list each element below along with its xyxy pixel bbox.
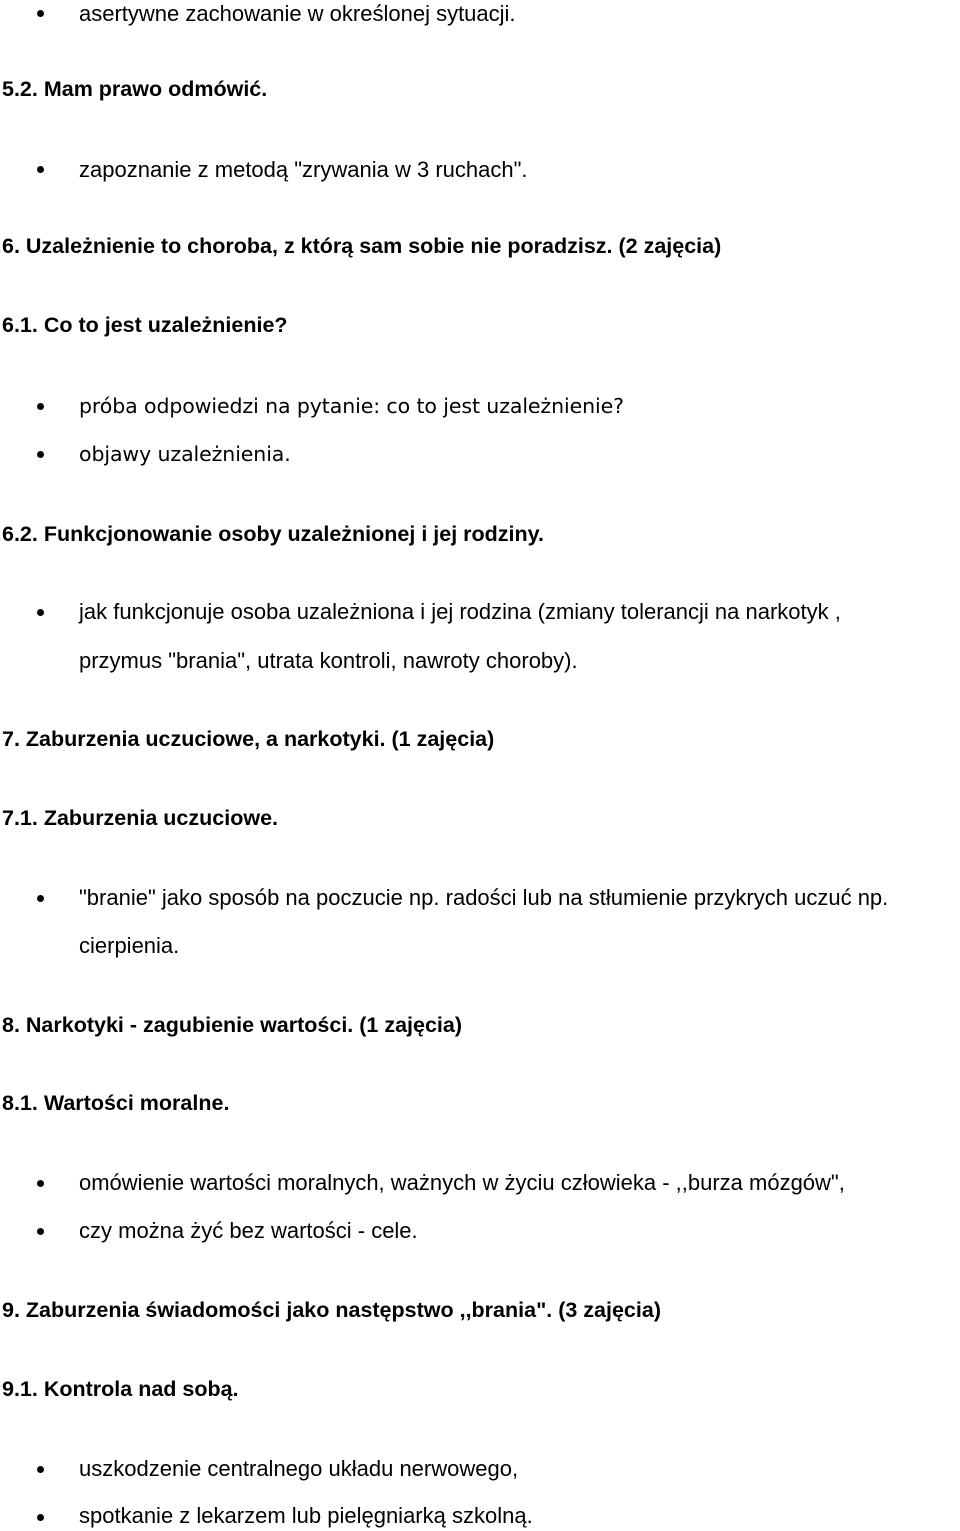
bullet-icon (37, 451, 44, 458)
bullet-icon (37, 1228, 44, 1235)
bullet-item: "branie" jako sposób na poczucie np. radości lub na stłumienie przykrych uczuć np. (79, 885, 889, 910)
section-heading: 7. Zaburzenia uczuciowe, a narkotyki. (1 zajęcia) (2, 727, 495, 751)
subsection-heading: 9.1. Kontrola nad sobą. (2, 1377, 239, 1401)
bullet-icon (37, 10, 44, 17)
bullet-continuation: cierpienia. (79, 933, 180, 958)
subsection-heading: 8.1. Wartości moralne. (2, 1091, 230, 1115)
bullet-icon (37, 1466, 44, 1473)
bullet-item: spotkanie z lekarzem lub pielęgniarką szkolną. (79, 1503, 533, 1528)
subsection-heading: 6.2. Funkcjonowanie osoby uzależnionej i jej rodziny. (2, 522, 544, 546)
bullet-continuation: przymus "brania", utrata kontroli, nawroty choroby). (79, 648, 578, 673)
bullet-icon (37, 1180, 44, 1187)
bullet-item: próba odpowiedzi na pytanie: co to jest uzależnienie? (79, 394, 624, 418)
bullet-icon (37, 166, 44, 173)
bullet-item: omówienie wartości moralnych, ważnych w życiu człowieka - ,,burza mózgów", (79, 1170, 845, 1195)
subsection-heading: 6.1. Co to jest uzależnienie? (2, 313, 288, 337)
bullet-item: jak funkcjonuje osoba uzależniona i jej rodzina (zmiany tolerancji na narkotyk , (79, 599, 841, 624)
bullet-item: objawy uzależnienia. (79, 442, 291, 466)
section-heading: 8. Narkotyki - zagubienie wartości. (1 zajęcia) (2, 1013, 463, 1037)
subsection-heading: 7.1. Zaburzenia uczuciowe. (2, 806, 278, 830)
bullet-icon (37, 609, 44, 616)
bullet-item: zapoznanie z metodą "zrywania w 3 ruchach". (79, 157, 528, 182)
section-heading: 5.2. Mam prawo odmówić. (2, 77, 268, 101)
bullet-icon (37, 1514, 44, 1521)
bullet-icon (37, 403, 44, 410)
bullet-item: uszkodzenie centralnego układu nerwowego, (79, 1456, 519, 1481)
bullet-item: czy można żyć bez wartości - cele. (79, 1218, 418, 1243)
section-heading: 6. Uzależnienie to choroba, z którą sam sobie nie poradzisz. (2 zajęcia) (2, 234, 722, 258)
bullet-item: asertywne zachowanie w określonej sytuacji. (79, 1, 516, 26)
bullet-icon (37, 895, 44, 902)
section-heading: 9. Zaburzenia świadomości jako następstwo ,,brania". (3 zajęcia) (2, 1298, 661, 1322)
